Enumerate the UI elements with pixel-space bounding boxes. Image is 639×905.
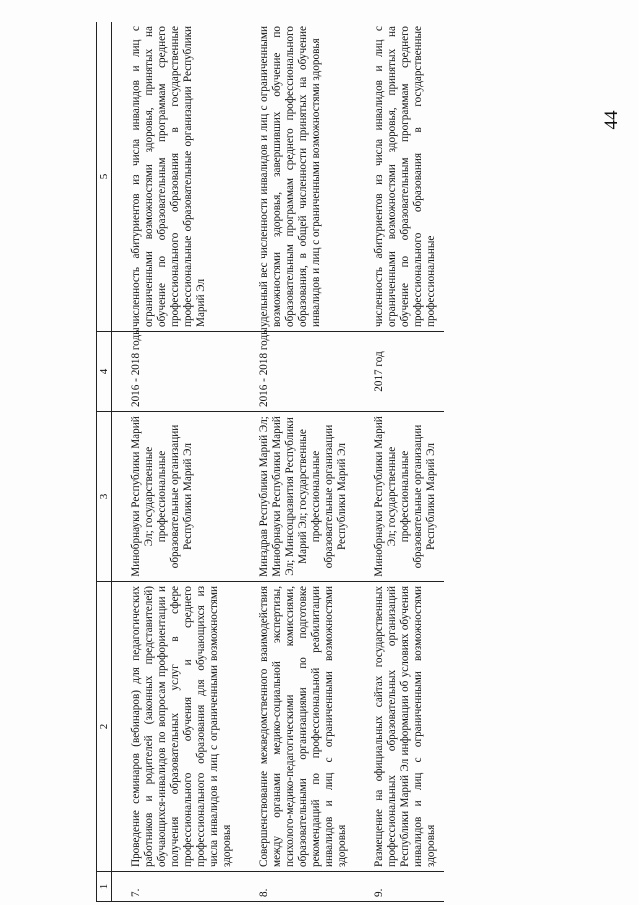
header-col-3: 3 xyxy=(97,412,112,582)
header-col-1: 1 xyxy=(97,872,112,902)
table-row xyxy=(254,22,355,902)
measures-table xyxy=(96,22,444,902)
indicator-text: численность абитуриентов из числа инвалидов и лиц с ограниченными возможностями здоровья, принятых на обучение по образовательным программам среднего профессионального образования в государственные профессиональные xyxy=(369,22,444,332)
executor-text: Минобрнауки Республики Марий Эл; государственные профессиональные образовательные организации Республики Марий Эл xyxy=(369,412,444,582)
measure-text: Совершенствование межведомственного взаимодействия между органами медико-социальной экспертизы, психолого-медико-педагогическими комиссиями, образовательными организациями по подготовке рекомендаций по профессиональной реабилитации инвалидов и лиц с ограниченными возможностями здоровья xyxy=(254,582,355,872)
indicator-text: удельный вес численности инвалидов и лиц с ограниченными возможностями здоровья, завершивших обучение по образовательным программам среднего профессионального образования, в общей численности принятых на обучение инвалидов и лиц с ограниченными возможностями здоровья xyxy=(254,22,355,332)
page-number: 44 xyxy=(601,110,622,130)
row-number: 9. xyxy=(369,872,444,902)
executor-text: Минздрав Республики Марий Эл; Минобрнауки Республики Марий Эл; Минсоцразвития Республики Марий Эл; государственные профессиональные образовательные организации Республики Марий Эл xyxy=(254,412,355,582)
header-col-4: 4 xyxy=(97,332,112,412)
header-col-5: 5 xyxy=(97,22,112,332)
header-col-2: 2 xyxy=(97,582,112,872)
period-text: 2016 - 2018 годы xyxy=(126,332,240,412)
table-header xyxy=(97,22,112,902)
measure-text: Проведение семинаров (вебинаров) для педагогических работников и родителей (законных представителей) обучающихся-инвалидов по вопросам профориентации и получения образовательных услуг в сфере профессионального обучения и среднего профессионального образования для обучающихся из числа инвалидов и лиц с ограниченными возможностями здоровья xyxy=(126,582,240,872)
executor-text: Минобрнауки Республики Марий Эл; государственные профессиональные образовательные организации Республики Марий Эл xyxy=(126,412,240,582)
table-row xyxy=(369,22,444,902)
rotated-table-sheet xyxy=(96,22,606,902)
table-row xyxy=(126,22,240,902)
row-number: 7. xyxy=(126,872,240,902)
indicator-text: численность абитуриентов из числа инвалидов и лиц с ограниченными возможностями здоровья, принятых на обучение по образовательным программам среднего профессионального образования в государственные профессиональные образовательные организации Республики Марий Эл xyxy=(126,22,240,332)
measure-text: Размещение на официальных сайтах государственных профессиональных образовательных организаций Республики Марий Эл информации об условиях обучения инвалидов и лиц с ограниченными возможностями здоровья xyxy=(369,582,444,872)
period-text: 2016 - 2018 годы xyxy=(254,332,355,412)
row-number: 8. xyxy=(254,872,355,902)
period-text: 2017 год xyxy=(369,332,444,412)
